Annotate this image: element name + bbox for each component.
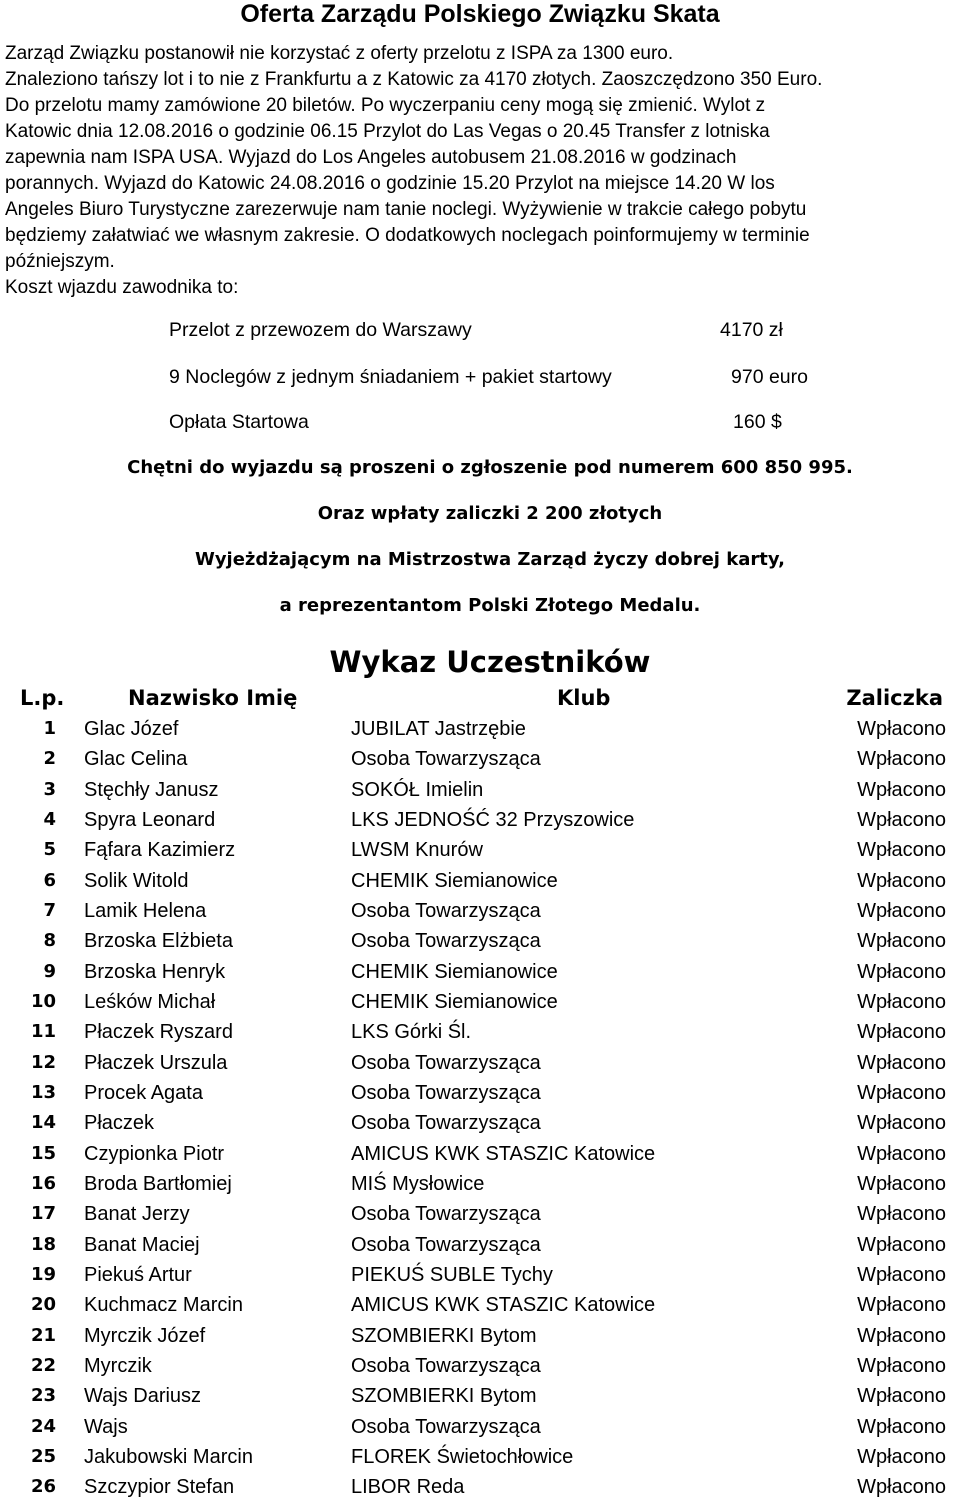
row-name: Płaczek Urszula [84,1051,228,1074]
table-row [0,957,960,987]
row-club: CHEMIK Siemianowice [351,960,558,983]
intro-line: będziemy załatwiać we własnym zakresie. O dodatkowych noclegach poinformujemy w terminie [5,225,810,246]
cost-row [0,365,960,389]
row-name: Brzoska Elżbieta [84,930,233,953]
row-name: Jakubowski Marcin [84,1445,253,1468]
row-name: Glac Celina [84,748,188,771]
row-name: Stęchły Janusz [84,778,219,801]
row-name: Wajs [84,1415,128,1438]
row-name: Leśków Michał [84,990,216,1013]
row-number: 24 [30,1415,56,1437]
row-club: PIEKUŚ SUBLE Tychy [351,1263,553,1286]
row-payment: Wpłacono [857,1354,946,1377]
participants-table [0,714,960,1503]
row-number: 7 [43,899,56,921]
table-row [0,1230,960,1260]
cost-value: 160 $ [733,411,782,433]
row-name: Brzoska Henryk [84,960,226,983]
row-club: Osoba Towarzysząca [351,748,541,771]
cost-label: 9 Noclegów z jednym śniadaniem + pakiet startowy [169,366,612,388]
row-number: 18 [30,1233,56,1255]
row-number: 20 [30,1294,56,1316]
row-number: 16 [30,1172,56,1194]
row-payment: Wpłacono [857,1476,946,1499]
row-club: JUBILAT Jastrzębie [351,718,526,740]
row-number: 17 [30,1203,56,1225]
row-number: 3 [43,778,56,800]
row-club: Osoba Towarzysząca [351,1203,541,1226]
row-payment: Wpłacono [857,1445,946,1468]
row-club: Osoba Towarzysząca [351,930,541,953]
row-name: Płaczek [84,1112,155,1135]
table-row [0,866,960,896]
table-row [0,1472,960,1502]
row-name: Myrczik Józef [84,1324,206,1347]
row-payment: Wpłacono [857,1021,946,1044]
row-payment: Wpłacono [857,930,946,953]
row-club: LWSM Knurów [351,839,483,862]
intro-paragraph [5,41,950,301]
table-row [0,1351,960,1381]
table-row [0,1139,960,1169]
row-name: Kuchmacz Marcin [84,1294,243,1317]
row-club: AMICUS KWK STASZIC Katowice [351,1142,656,1165]
participants-title: Wykaz Uczestników [329,645,651,679]
row-number: 26 [30,1476,56,1498]
row-payment: Wpłacono [857,1385,946,1408]
row-name: Czypionka Piotr [84,1142,225,1165]
wishes-notice: Wyjeżdżającym na Mistrzostwa Zarząd życzy dobrej karty, [194,549,786,570]
row-name: Szczypior Stefan [84,1476,235,1499]
row-name: Banat Jerzy [84,1203,190,1226]
row-number: 12 [30,1051,56,1073]
row-club: Osoba Towarzysząca [351,899,541,922]
row-number: 13 [30,1081,56,1103]
row-payment: Wpłacono [857,1172,946,1195]
document-title: Oferta Zarządu Polskiego Związku Skata [240,0,720,28]
row-club: SOKÓŁ Imielin [351,778,484,801]
row-club: Osoba Towarzysząca [351,1233,541,1256]
row-number: 14 [30,1112,56,1134]
row-payment: Wpłacono [857,990,946,1013]
header-name: Nazwisko Imię [128,686,298,710]
table-row [0,1412,960,1442]
table-row [0,744,960,774]
row-club: CHEMIK Siemianowice [351,869,558,892]
row-payment: Wpłacono [857,808,946,831]
table-row [0,1199,960,1229]
table-row [0,1442,960,1472]
row-number: 25 [30,1445,56,1467]
table-row [0,1321,960,1351]
row-name: Procek Agata [84,1081,203,1104]
medal-notice: a reprezentantom Polski Złotego Medalu. [279,595,701,616]
cost-value: 970 euro [731,366,808,388]
row-payment: Wpłacono [857,778,946,801]
intro-line: Koszt wjazdu zawodnika to: [5,277,239,298]
table-row [0,987,960,1017]
row-payment: Wpłacono [857,899,946,922]
row-number: 4 [43,808,56,830]
table-row [0,1381,960,1411]
cost-value: 4170 zł [720,319,783,341]
row-name: Płaczek Ryszard [84,1021,233,1044]
row-club: Osoba Towarzysząca [351,1415,541,1438]
row-name: Glac Józef [84,718,179,740]
cost-row [0,318,960,342]
row-name: Wajs Dariusz [84,1385,202,1408]
row-club: Osoba Towarzysząca [351,1051,541,1074]
row-number: 10 [30,990,56,1012]
row-club: SZOMBIERKI Bytom [351,1324,537,1347]
row-name: Lamik Helena [84,899,207,922]
intro-line: późniejszym. [5,251,115,272]
row-number: 15 [30,1142,56,1164]
row-number: 2 [43,748,56,770]
intro-line: Zarząd Związku postanowił nie korzystać z oferty przelotu z ISPA za 1300 euro. [5,43,674,64]
row-number: 6 [43,869,56,891]
row-club: MIŚ Mysłowice [351,1172,485,1195]
row-payment: Wpłacono [857,1324,946,1347]
row-number: 9 [43,960,56,982]
intro-line: zapewnia nam ISPA USA. Wyjazd do Los Angeles autobusem 21.08.2016 w godzinach [5,147,737,168]
row-payment: Wpłacono [857,748,946,771]
row-payment: Wpłacono [857,1112,946,1135]
intro-line: Do przelotu mamy zamówione 20 biletów. Po wyczerpaniu ceny mogą się zmienić. Wylot z [5,95,766,116]
table-header [0,683,960,713]
row-payment: Wpłacono [857,1233,946,1256]
row-club: Osoba Towarzysząca [351,1354,541,1377]
row-payment: Wpłacono [857,1263,946,1286]
deposit-notice: Oraz wpłaty zaliczki 2 200 złotych [317,503,663,524]
table-row [0,775,960,805]
row-club: CHEMIK Siemianowice [351,990,558,1013]
row-number: 22 [30,1354,56,1376]
row-number: 23 [30,1385,56,1407]
intro-line: Katowic dnia 12.08.2016 o godzinie 06.15 Przylot do Las Vegas o 20.45 Transfer z lotniska [5,121,770,142]
row-payment: Wpłacono [857,718,946,740]
row-payment: Wpłacono [857,839,946,862]
table-row [0,714,960,744]
header-payment: Zaliczka [846,686,943,710]
table-row [0,1017,960,1047]
row-number: 5 [43,839,56,861]
row-club: Osoba Towarzysząca [351,1112,541,1135]
row-name: Fąfara Kazimierz [84,839,236,862]
row-club: LKS Górki Śl. [351,1021,472,1044]
header-lp: L.p. [20,686,65,710]
intro-line: porannych. Wyjazd do Katowic 24.08.2016 o godzinie 15.20 Przylot na miejsce 14.20 W los [5,173,775,194]
row-payment: Wpłacono [857,1051,946,1074]
row-payment: Wpłacono [857,1415,946,1438]
table-row [0,835,960,865]
table-row [0,1169,960,1199]
row-name: Piekuś Artur [84,1263,192,1286]
row-club: FLOREK Świetochłowice [351,1445,574,1468]
row-number: 8 [43,930,56,952]
table-row [0,1108,960,1138]
cost-label: Opłata Startowa [169,411,309,433]
cost-label: Przelot z przewozem do Warszawy [169,319,472,341]
row-payment: Wpłacono [857,1081,946,1104]
row-club: LIBOR Reda [351,1476,465,1499]
row-name: Broda Bartłomiej [84,1172,232,1195]
row-club: SZOMBIERKI Bytom [351,1385,537,1408]
row-name: Spyra Leonard [84,808,216,831]
row-club: AMICUS KWK STASZIC Katowice [351,1294,656,1317]
intro-line: Angeles Biuro Turystyczne zarezerwuje nam tanie noclegi. Wyżywienie w trakcie całego pobytu [5,199,807,220]
table-row [0,1290,960,1320]
row-number: 11 [30,1021,56,1043]
table-row [0,896,960,926]
table-row [0,926,960,956]
header-club: Klub [557,686,611,710]
row-payment: Wpłacono [857,1203,946,1226]
table-row [0,1078,960,1108]
table-row [0,805,960,835]
row-payment: Wpłacono [857,869,946,892]
row-club: LKS JEDNOŚĆ 32 Przyszowice [351,808,635,831]
row-name: Solik Witold [84,869,189,892]
row-name: Myrczik [84,1354,152,1377]
table-row [0,1260,960,1290]
row-name: Banat Maciej [84,1233,200,1256]
intro-line: Znaleziono tańszy lot i to nie z Frankfurtu a z Katowic za 4170 złotych. Zaoszczędzono 350 Euro. [5,69,823,90]
row-number: 19 [30,1263,56,1285]
row-club: Osoba Towarzysząca [351,1081,541,1104]
row-number: 21 [30,1324,56,1346]
row-payment: Wpłacono [857,960,946,983]
row-payment: Wpłacono [857,1294,946,1317]
row-payment: Wpłacono [857,1142,946,1165]
contact-notice: Chętni do wyjazdu są proszeni o zgłoszenie pod numerem 600 850 995. [127,457,853,478]
table-row [0,1048,960,1078]
row-number: 1 [43,718,56,739]
cost-row [0,410,960,434]
